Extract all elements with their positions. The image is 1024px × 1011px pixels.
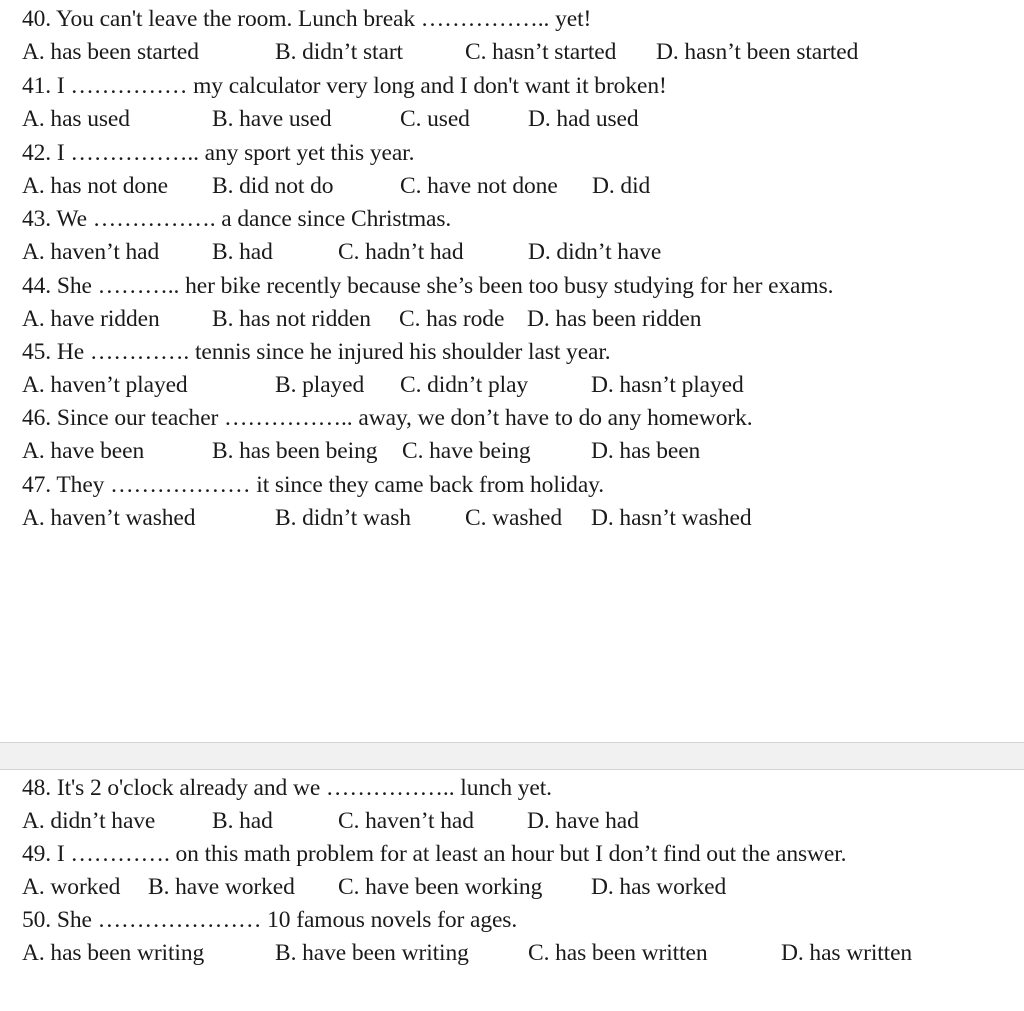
question-44: 44. She ……….. her bike recently because she’s been too busy studying for her exams. — [22, 273, 834, 299]
option-45-b: B. played — [275, 372, 365, 398]
option-46-a: A. have been — [22, 438, 145, 464]
option-49-a: A. worked — [22, 874, 121, 900]
option-46-c: C. have being — [402, 438, 531, 464]
option-43-c: C. hadn’t had — [338, 239, 464, 265]
option-44-a: A. have ridden — [22, 306, 160, 332]
option-45-a: A. haven’t played — [22, 372, 188, 398]
question-46: 46. Since our teacher …………….. away, we don’t have to do any homework. — [22, 405, 753, 431]
question-47: 47. They ……………… it since they came back from holiday. — [22, 472, 605, 498]
option-40-b: B. didn’t start — [275, 39, 403, 65]
option-44-c: C. has rode — [399, 306, 505, 332]
option-40-c: C. hasn’t started — [465, 39, 617, 65]
option-49-c: C. have been working — [338, 874, 543, 900]
option-49-b: B. have worked — [148, 874, 295, 900]
option-48-d: D. have had — [527, 808, 639, 834]
option-50-b: B. have been writing — [275, 940, 469, 966]
question-40: 40. You can't leave the room. Lunch break …………….. yet! — [22, 6, 592, 32]
option-45-d: D. hasn’t played — [591, 372, 744, 398]
option-48-a: A. didn’t have — [22, 808, 156, 834]
option-45-c: C. didn’t play — [400, 372, 529, 398]
page-bottom — [0, 770, 1024, 1011]
question-42: 42. I …………….. any sport yet this year. — [22, 140, 415, 166]
option-43-a: A. haven’t had — [22, 239, 160, 265]
question-41: 41. I …………… my calculator very long and I don't want it broken! — [22, 73, 667, 99]
option-47-c: C. washed — [465, 505, 563, 531]
option-40-a: A. has been started — [22, 39, 199, 65]
option-50-a: A. has been writing — [22, 940, 205, 966]
option-41-c: C. used — [400, 106, 470, 132]
option-48-c: C. haven’t had — [338, 808, 474, 834]
option-42-d: D. did — [592, 173, 651, 199]
option-47-d: D. hasn’t washed — [591, 505, 752, 531]
question-49: 49. I …………. on this math problem for at least an hour but I don’t find out the answer. — [22, 841, 847, 867]
option-43-b: B. had — [212, 239, 273, 265]
question-50: 50. She ………………… 10 famous novels for ages. — [22, 907, 518, 933]
question-45: 45. He …………. tennis since he injured his shoulder last year. — [22, 339, 611, 365]
option-44-d: D. has been ridden — [527, 306, 702, 332]
option-46-d: D. has been — [591, 438, 701, 464]
option-41-a: A. has used — [22, 106, 130, 132]
option-41-d: D. had used — [528, 106, 639, 132]
page-separator — [0, 742, 1024, 770]
option-43-d: D. didn’t have — [528, 239, 662, 265]
option-46-b: B. has been being — [212, 438, 378, 464]
question-43: 43. We ……………. a dance since Christmas. — [22, 206, 452, 232]
option-42-c: C. have not done — [400, 173, 558, 199]
question-48: 48. It's 2 o'clock already and we …………….. lunch yet. — [22, 775, 552, 801]
option-50-d: D. has written — [781, 940, 913, 966]
option-50-c: C. has been written — [528, 940, 708, 966]
option-47-a: A. haven’t washed — [22, 505, 196, 531]
option-41-b: B. have used — [212, 106, 332, 132]
option-42-a: A. has not done — [22, 173, 169, 199]
option-44-b: B. has not ridden — [212, 306, 371, 332]
option-48-b: B. had — [212, 808, 273, 834]
option-40-d: D. hasn’t been started — [656, 39, 859, 65]
option-47-b: B. didn’t wash — [275, 505, 411, 531]
option-49-d: D. has worked — [591, 874, 727, 900]
option-42-b: B. did not do — [212, 173, 334, 199]
